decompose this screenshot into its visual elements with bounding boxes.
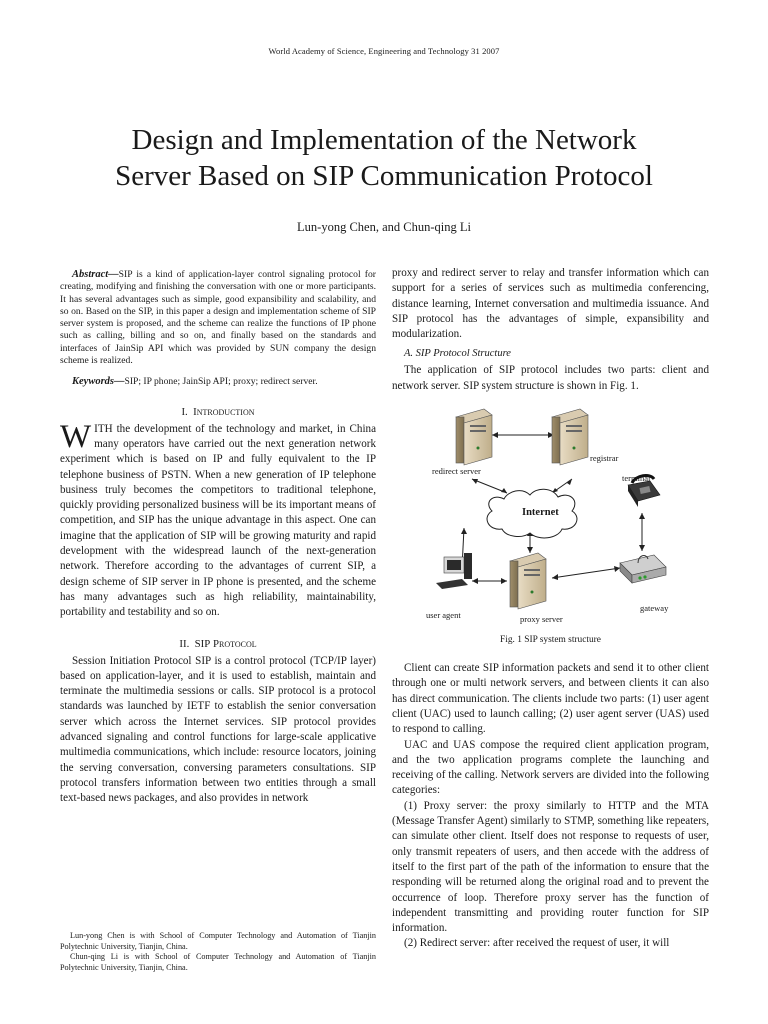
abstract-label: Abstract—	[72, 269, 119, 280]
continuation-text: proxy and redirect server to relay and transfer information which can support for a series of services such as multimedia conferencing, distance learning, Internet conversation and multimedia issuance. And SIP protocol has the advantages of simple, expansibility and modularization.	[392, 267, 709, 341]
label-proxy-server: proxy server	[520, 614, 563, 625]
structure-text: The application of SIP protocol includes two parts: client and network server. SIP system structure is shown in Fig. 1.	[392, 364, 709, 392]
label-registrar: registrar	[590, 453, 619, 464]
title-line-1: Design and Implementation of the Network	[131, 124, 637, 156]
keywords-label: Keywords—	[72, 376, 125, 388]
label-internet: Internet	[522, 507, 559, 519]
figure-sip-system-structure	[392, 403, 709, 646]
left-column	[60, 266, 376, 807]
uac-uas-text: UAC and UAS compose the required client application program, and the two application programs complete the launching and receiving of the calling. Network servers are divided into the following categories:	[392, 738, 709, 797]
figure-caption: Fig. 1 SIP system structure	[500, 635, 601, 646]
subsection-heading: A. SIP Protocol Structure	[404, 348, 511, 360]
keywords	[60, 376, 376, 388]
footnote-1: Lun-yong Chen is with School of Computer Technology and Automation of Tianjin Polytechnic University, Tianjin, China.	[60, 931, 376, 951]
author-line: Lun-yong Chen, and Chun-qing Li	[297, 220, 471, 234]
section-heading-sip-protocol: II. SIP Protocol	[179, 637, 257, 650]
gateway-icon	[620, 555, 666, 583]
abstract	[60, 269, 376, 367]
client-text: Client can create SIP information packets and send it to other client through one or multi network servers, and between clients it can also has direct communication. The clients include two parts: (1) user agent client (UAC) used to launch calling; (2) user agent server (UAS) used to respond to calling.	[392, 662, 709, 736]
label-user-agent: user agent	[426, 610, 461, 621]
introduction-body	[60, 418, 376, 621]
redirect-server-text: (2) Redirect server: after received the request of user, it will	[404, 937, 670, 950]
introduction-text: ITH the development of the technology and market, in China many operators have carried out the next generation network experiment which is based on IP and fully equivalent to the IP telephone business of PSTN. When a new generation of IP telephone business truly becomes the competitors to traditional telephone, quickly providing personalized business will be its important means of competition, and SIP has the unique advantage in this aspect. One can imagine that the application of SIP will be growing maturity and rapid development with the widespread launch of the next-generation network. Therefore according to the advantages of current SIP, a design scheme of SIP server in IP phone is presented, and the scheme has many advantages such as high reliability, maintainability, portability and testability and so on.	[60, 422, 376, 619]
computer-icon	[436, 553, 472, 589]
footnote-2: Chun-qing Li is with School of Computer Technology and Automation of Tianjin Polytechnic University, Tianjin, China.	[60, 952, 376, 972]
proxy-server-text: (1) Proxy server: the proxy similarly to HTTP and the MTA (Message Transfer Agent) similarly to STMP, something like repeaters, can simulate other client. Itself does not response to requests of user, only transmit repeaters of users, and then accede with the address of itself to the first part of the path of the information to ensure that the responding will be returned along the original road and to prevent the occurrence of loop. Therefore proxy server has the function of independent transmitting and providing router function for SIP information.	[392, 799, 709, 935]
registrar-icon	[552, 409, 588, 465]
paper-title	[60, 122, 708, 194]
drop-cap: W	[60, 418, 92, 455]
footnotes	[60, 931, 376, 973]
title-line-2: Server Based on SIP Communication Protocol	[115, 160, 653, 192]
sip-protocol-text: Session Initiation Protocol SIP is a control protocol (TCP/IP layer) based on application-layer, and it is used to establish, maintain and terminate the multimedia sessions or calls. SIP protocol is a protocol standards was launched by IETF to establish the senior conversation server which across the Internet services. SIP protocol provides advanced signaling and control functions for large-scale applicative multimedia communications, which include: resource locators, joining the serving conversation, conversing parameters consultations. SIP protocol transfers information between two entities through a small text-based news packages, and also provides in network	[60, 654, 376, 805]
right-column	[392, 266, 709, 952]
redirect-server-icon	[456, 409, 492, 465]
abstract-text: SIP is a kind of application-layer control signaling protocol for creating, modifying and finishing the conversation with one or more participants. It has several advantages such as simple, good expansibility and scalability, and so on. Based on the SIP, in this paper a design and implementation scheme of SIP server system is proposed, and the scheme can realize the functions of IP phone such as calling, billing and so on, and finally based on the standards and interfaces of JainSip API which was provided by SUN company the design scheme is realized.	[60, 269, 376, 367]
running-header: World Academy of Science, Engineering and Technology 31 2007	[268, 46, 500, 56]
label-redirect-server: redirect server	[432, 466, 481, 477]
section-heading-introduction: I. Introduction	[181, 405, 255, 418]
label-terminal: terminal	[622, 473, 651, 484]
proxy-server-icon	[510, 553, 546, 609]
keywords-text: SIP; IP phone; JainSip API; proxy; redirect server.	[124, 376, 318, 388]
label-gateway: gateway	[640, 603, 669, 614]
